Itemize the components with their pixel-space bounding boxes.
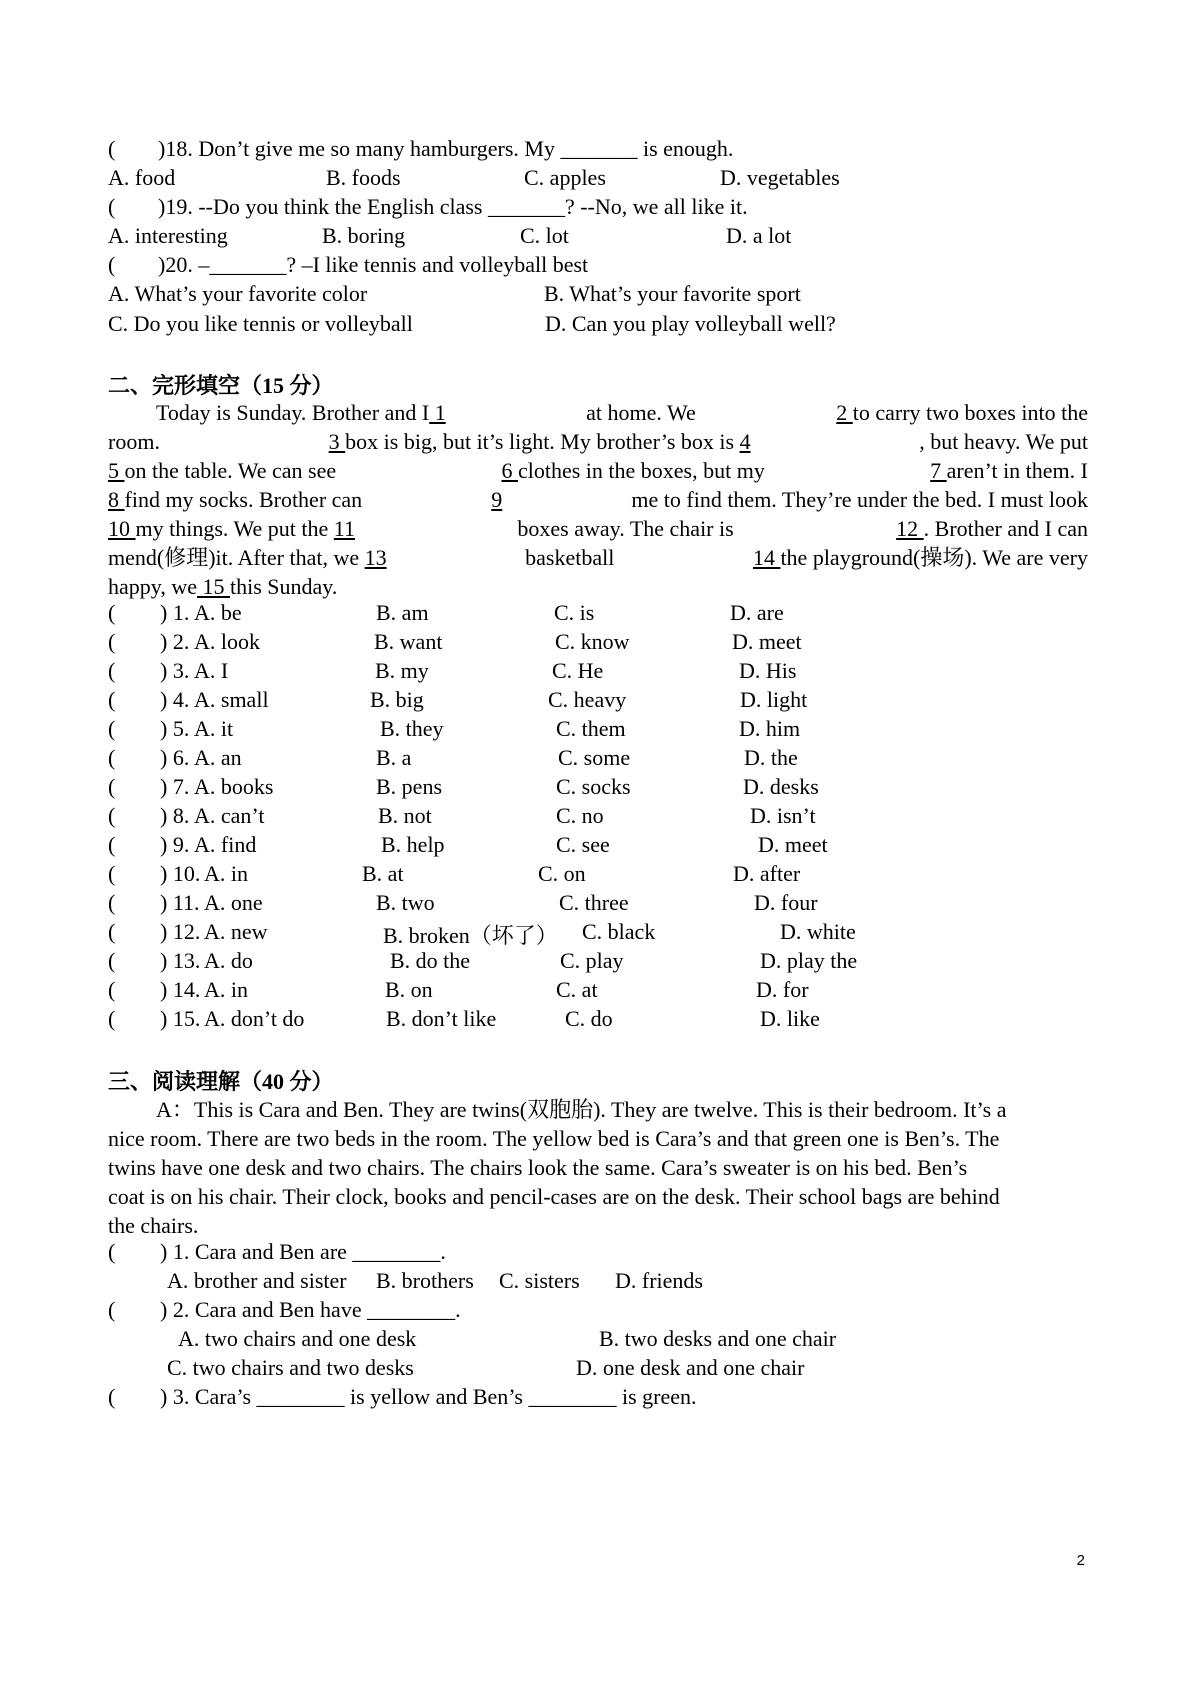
cloze-question-8 (108, 803, 1088, 834)
cloze-question-number: ) 7. (160, 774, 190, 799)
option-d: D. His (739, 658, 797, 683)
option-c: C. black (582, 919, 656, 944)
reading-a-line-1: A：This is Cara and Ben. They are twins(双胞胎). They are twelve. This is their bedroom. It’s a (156, 1097, 1007, 1122)
option-a: A. interesting (108, 223, 228, 248)
cloze-question-number: ) 8. (160, 803, 190, 828)
option-c: C. no (556, 803, 604, 828)
option-c: C. heavy (548, 687, 627, 712)
cloze-question-1 (108, 600, 1088, 631)
reading-q2-options-row1 (108, 1326, 1088, 1357)
blank-10: 10 (108, 516, 136, 541)
option-a: A. food (108, 165, 176, 190)
answer-paren: ( (108, 194, 116, 219)
passage-line-3: 5 on the table. We can see 6 clothes in the boxes, but my 7 aren’t in them. I (108, 458, 1088, 483)
cloze-question-number: ) 10. (160, 861, 201, 886)
answer-paren: ( (108, 600, 116, 625)
blank-12: 12 (896, 516, 924, 541)
option-b: B. two desks and one chair (599, 1326, 837, 1351)
blank-3: 3 (328, 429, 346, 454)
option-a: A. it (194, 716, 234, 741)
cloze-question-number: ) 6. (160, 745, 190, 770)
question-20-options-row2 (108, 311, 1088, 342)
reading-q1: ( ) 1. Cara and Ben are ________. (108, 1239, 446, 1264)
reading-a-line-2: nice room. There are two beds in the room. The yellow bed is Cara’s and that green one is Ben’s. The (108, 1126, 1000, 1151)
page-number: 2 (1076, 1552, 1085, 1569)
answer-paren: ( (108, 1006, 116, 1031)
option-a: A. find (194, 832, 257, 857)
cloze-question-number: ) 12. (160, 919, 201, 944)
option-a: A. in (204, 861, 248, 886)
option-a: A. do (204, 948, 253, 973)
option-d: D. him (739, 716, 801, 741)
option-c: C. sisters (499, 1268, 580, 1293)
option-d: D. a lot (726, 223, 792, 248)
cloze-question-number: ) 2. (160, 629, 190, 654)
option-c: C. lot (520, 223, 569, 248)
question-19-options (108, 223, 1088, 254)
option-d: D. light (740, 687, 808, 712)
question-20-options-row1 (108, 281, 1088, 312)
reading-q3: ( ) 3. Cara’s ________ is yellow and Ben’s ________ is green. (108, 1384, 697, 1409)
option-d: D. one desk and one chair (576, 1355, 805, 1380)
question-text: )20. –_______? –I like tennis and volleyball best (158, 252, 589, 277)
cloze-question-number: ) 1. (160, 600, 190, 625)
reading-q2: ( ) 2. Cara and Ben have ________. (108, 1297, 461, 1322)
cloze-question-5 (108, 716, 1088, 747)
answer-paren: ( (108, 252, 116, 277)
option-d: D. desks (743, 774, 819, 799)
answer-paren: ( (108, 832, 116, 857)
option-b: B. broken（坏了） (383, 923, 558, 948)
option-d: D. like (760, 1006, 820, 1031)
answer-paren: ( (108, 716, 116, 741)
option-b: B. foods (326, 165, 401, 190)
blank-1: 1 (429, 400, 446, 425)
reading-a-line-5: the chairs. (108, 1213, 199, 1238)
option-a: A. brother and sister (167, 1268, 347, 1293)
option-d: D. meet (732, 629, 802, 654)
option-a: A. new (204, 919, 268, 944)
answer-paren: ( (108, 977, 116, 1002)
option-a: A. books (194, 774, 274, 799)
option-c: C. see (556, 832, 610, 857)
option-b: B. big (370, 687, 424, 712)
option-b: B. at (362, 861, 404, 886)
option-b: B. want (374, 629, 443, 654)
cloze-question-number: ) 4. (160, 687, 190, 712)
passage-line-5: 10 my things. We put the 11 boxes away. The chair is 12 . Brother and I can (108, 516, 1088, 541)
option-d: D. after (733, 861, 801, 886)
cloze-question-7 (108, 774, 1088, 805)
answer-paren: ( (108, 774, 116, 799)
cloze-question-number: ) 15. (160, 1006, 201, 1031)
option-b: B. not (378, 803, 432, 828)
blank-11: 11 (333, 516, 355, 541)
cloze-question-4 (108, 687, 1088, 718)
option-d: D. the (744, 745, 798, 770)
cloze-question-number: ) 14. (160, 977, 201, 1002)
cloze-question-3 (108, 658, 1088, 689)
reading-a-line-3: twins have one desk and two chairs. The chairs look the same. Cara’s sweater is on his bed. Ben’s (108, 1155, 968, 1180)
reading-q1-options (108, 1268, 1088, 1299)
answer-paren: ( (108, 803, 116, 828)
option-a: A. one (204, 890, 263, 915)
cloze-question-10 (108, 861, 1088, 892)
option-c: C. them (556, 716, 626, 741)
option-c: C. apples (524, 165, 606, 190)
cloze-question-15 (108, 1006, 1088, 1037)
option-b: B. on (385, 977, 433, 1002)
question-20 (108, 252, 1088, 283)
blank-9: 9 (491, 487, 503, 512)
option-c: C. three (559, 890, 629, 915)
passage-line-7: happy, we 15 this Sunday. (108, 574, 338, 599)
answer-paren: ( (108, 861, 116, 886)
cloze-question-14 (108, 977, 1088, 1008)
blank-13: 13 (364, 545, 387, 570)
option-a: A. an (194, 745, 242, 770)
blank-6: 6 (501, 458, 518, 483)
answer-paren: ( (108, 745, 116, 770)
option-c: C. He (552, 658, 604, 683)
passage-line-6: mend(修理)it. After that, we 13 basketball 14 the playground(操场). We are very (108, 545, 1088, 570)
option-a: A. can’t (194, 803, 265, 828)
blank-15: 15 (197, 574, 230, 599)
option-a: A. look (194, 629, 260, 654)
cloze-question-11 (108, 890, 1088, 921)
option-d: D. are (730, 600, 784, 625)
option-b: B. a (376, 745, 412, 770)
option-b: B. do the (390, 948, 471, 973)
option-d: D. white (780, 919, 856, 944)
question-text: )18. Don’t give me so many hamburgers. My _______ is enough. (158, 136, 734, 161)
option-b: B. pens (376, 774, 442, 799)
answer-paren: ( (108, 948, 116, 973)
option-b: B. don’t like (386, 1006, 497, 1031)
option-d: D. Can you play volleyball well? (545, 311, 836, 336)
option-c: C. is (554, 600, 595, 625)
option-d: D. meet (758, 832, 828, 857)
option-d: D. vegetables (720, 165, 840, 190)
option-c: C. two chairs and two desks (167, 1355, 414, 1380)
option-c: C. do (565, 1006, 613, 1031)
option-d: D. four (754, 890, 818, 915)
reading-a-line-4: coat is on his chair. Their clock, books and pencil-cases are on the desk. Their school bags are behind (108, 1184, 1000, 1209)
option-c: C. some (558, 745, 631, 770)
answer-paren: ( (108, 890, 116, 915)
option-d: D. friends (615, 1268, 703, 1293)
option-b: B. boring (322, 223, 406, 248)
option-c: C. Do you like tennis or volleyball (108, 311, 413, 336)
blank-5: 5 (108, 458, 125, 483)
option-b: B. What’s your favorite sport (544, 281, 801, 306)
option-b: B. help (381, 832, 445, 857)
cloze-question-number: ) 3. (160, 658, 190, 683)
section-3-title (108, 1065, 1088, 1096)
option-c: C. play (560, 948, 624, 973)
option-a: A. I (194, 658, 229, 683)
option-d: D. for (756, 977, 809, 1002)
cloze-question-13 (108, 948, 1088, 979)
passage-line-1: Today is Sunday. Brother and I 1 at home. We 2 to carry two boxes into the (156, 400, 1088, 425)
blank-8: 8 (108, 487, 125, 512)
blank-14: 14 (752, 545, 781, 570)
option-c: C. at (556, 977, 598, 1002)
answer-paren: ( (108, 629, 116, 654)
option-c: C. socks (556, 774, 631, 799)
section-title-text: 二、完形填空（15 分） (108, 373, 334, 398)
answer-paren: ( (108, 687, 116, 712)
cloze-question-number: ) 9. (160, 832, 190, 857)
answer-paren: ( (108, 136, 116, 161)
cloze-question-6 (108, 745, 1088, 776)
section-2-title (108, 369, 1088, 400)
option-a: A. two chairs and one desk (178, 1326, 417, 1351)
option-b: B. they (380, 716, 444, 741)
option-c: C. know (555, 629, 630, 654)
option-c: C. on (538, 861, 586, 886)
option-d: D. play the (760, 948, 858, 973)
question-19 (108, 194, 1088, 225)
question-18-options (108, 165, 1088, 196)
option-a: A. be (194, 600, 242, 625)
passage-line-4: 8 find my socks. Brother can 9 me to find them. They’re under the bed. I must look (108, 484, 1088, 515)
option-b: B. brothers (376, 1268, 474, 1293)
reading-q2-options-row2 (108, 1355, 1088, 1386)
blank-4: 4 (739, 429, 751, 454)
section-title-text: 三、阅读理解（40 分） (108, 1069, 334, 1094)
option-b: B. my (375, 658, 429, 683)
answer-paren: ( (108, 658, 116, 683)
option-a: A. small (194, 687, 269, 712)
cloze-question-number: ) 5. (160, 716, 190, 741)
option-a: A. don’t do (204, 1006, 305, 1031)
option-a: A. in (204, 977, 248, 1002)
option-b: B. am (376, 600, 429, 625)
cloze-question-12 (108, 919, 1088, 950)
cloze-question-2 (108, 629, 1088, 660)
answer-paren: ( (108, 919, 116, 944)
option-d: D. isn’t (750, 803, 816, 828)
question-text: )19. --Do you think the English class _______? --No, we all like it. (158, 194, 748, 219)
cloze-question-9 (108, 832, 1088, 863)
option-a: A. What’s your favorite color (108, 281, 368, 306)
cloze-question-number: ) 13. (160, 948, 201, 973)
question-18 (108, 136, 1088, 167)
passage-line-2: room. 3 box is big, but it’s light. My brother’s box is 4 , but heavy. We put (108, 429, 1088, 454)
option-b: B. two (376, 890, 435, 915)
cloze-question-number: ) 11. (160, 890, 200, 915)
blank-7: 7 (930, 458, 947, 483)
blank-2: 2 (836, 400, 853, 425)
